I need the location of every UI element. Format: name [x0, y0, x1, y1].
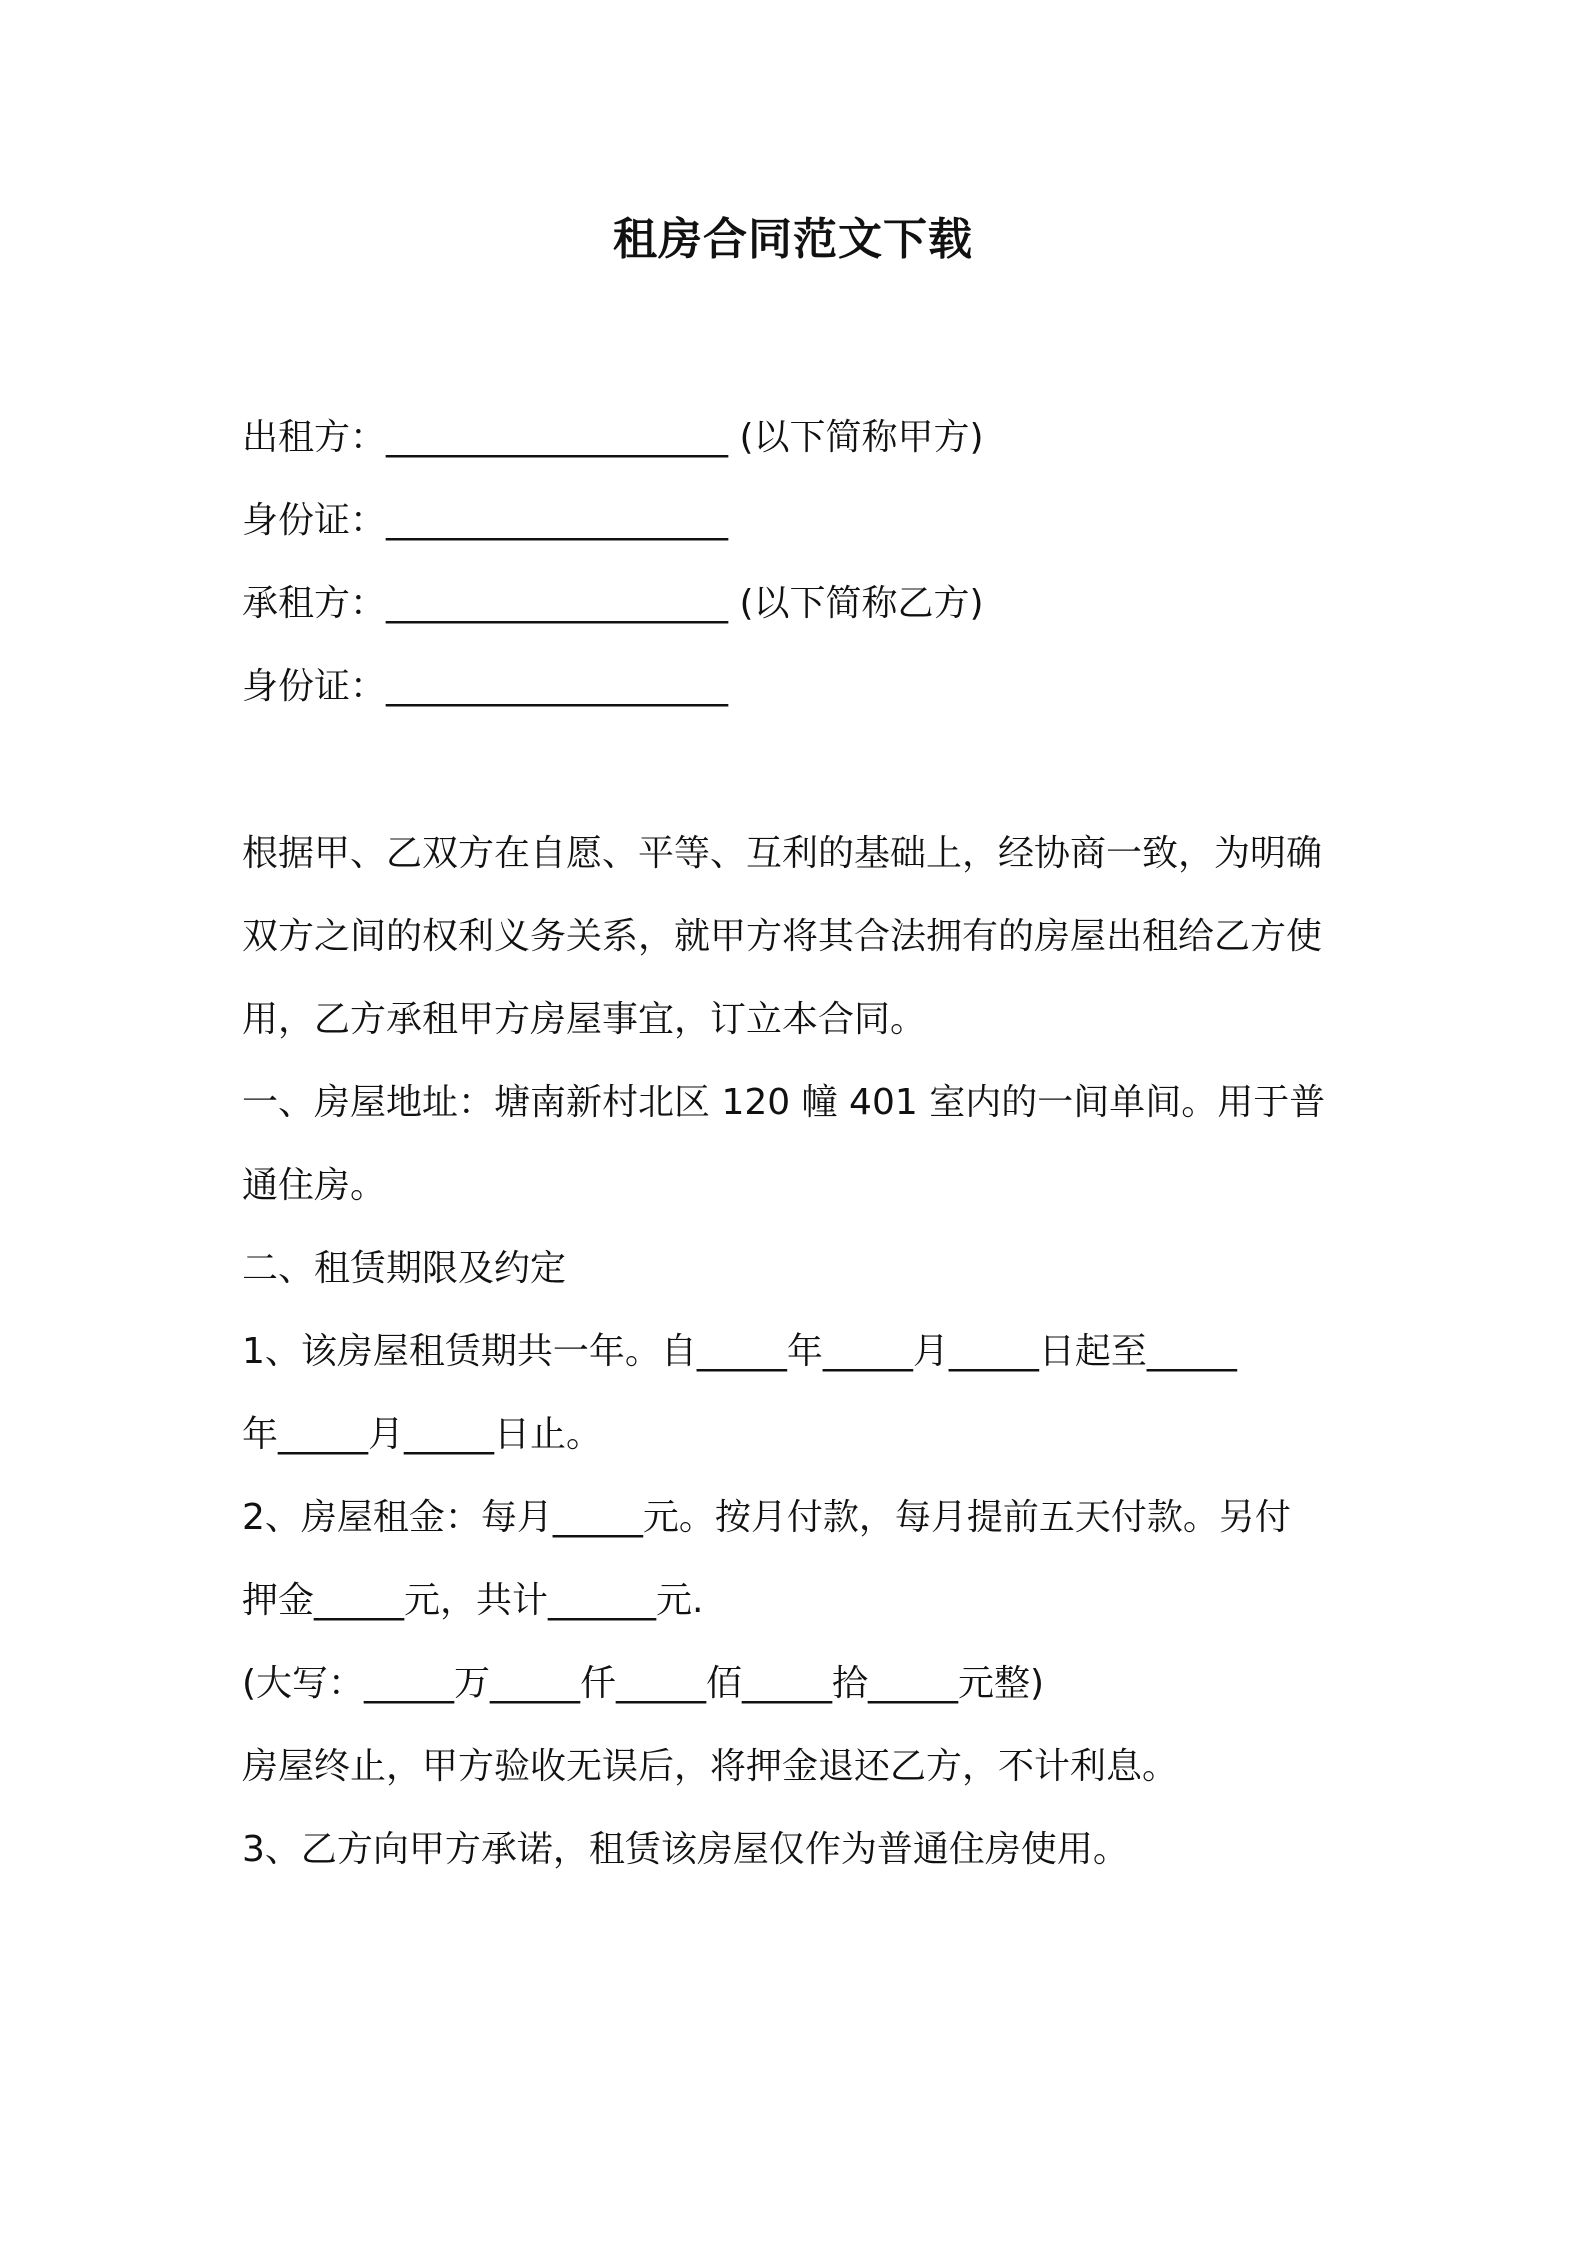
document-title: 租房合同范文下载 [613, 214, 973, 265]
body-paragraph-line: 二、租赁期限及约定 [242, 1248, 567, 1289]
body-paragraph-line: 2、房屋租金：每月_____元。按月付款，每月提前五天付款。另付 [242, 1497, 1291, 1538]
party-lessee-id-line: 身份证：___________________ [242, 666, 729, 707]
body-paragraph-line: 通住房。 [242, 1165, 387, 1206]
body-paragraph-line: 1、该房屋租赁期共一年。自_____年_____月_____日起至_____ [242, 1331, 1237, 1372]
body-paragraph-line: 年_____月_____日止。 [242, 1414, 603, 1455]
body-paragraph-line: 房屋终止，甲方验收无误后，将押金退还乙方，不计利息。 [242, 1746, 1179, 1787]
body-paragraph-line: 双方之间的权利义务关系，就甲方将其合法拥有的房屋出租给乙方使 [242, 916, 1323, 957]
party-lessor-line: 出租方：___________________ (以下简称甲方) [242, 417, 984, 458]
body-paragraph-line: (大写：_____万_____仟_____佰_____拾_____元整) [242, 1663, 1045, 1704]
body-paragraph-line: 根据甲、乙双方在自愿、平等、互利的基础上，经协商一致，为明确 [242, 833, 1323, 874]
body-paragraph-line: 押金_____元，共计______元. [242, 1580, 704, 1621]
body-paragraph-line: 用，乙方承租甲方房屋事宜，订立本合同。 [242, 999, 927, 1040]
party-lessee-line: 承租方：___________________ (以下简称乙方) [242, 583, 984, 624]
party-lessor-id-line: 身份证：___________________ [242, 500, 729, 541]
body-paragraph-line: 3、乙方向甲方承诺，租赁该房屋仅作为普通住房使用。 [242, 1829, 1129, 1870]
body-paragraph-line: 一、房屋地址：塘南新村北区 120 幢 401 室内的一间单间。用于普 [242, 1082, 1326, 1123]
